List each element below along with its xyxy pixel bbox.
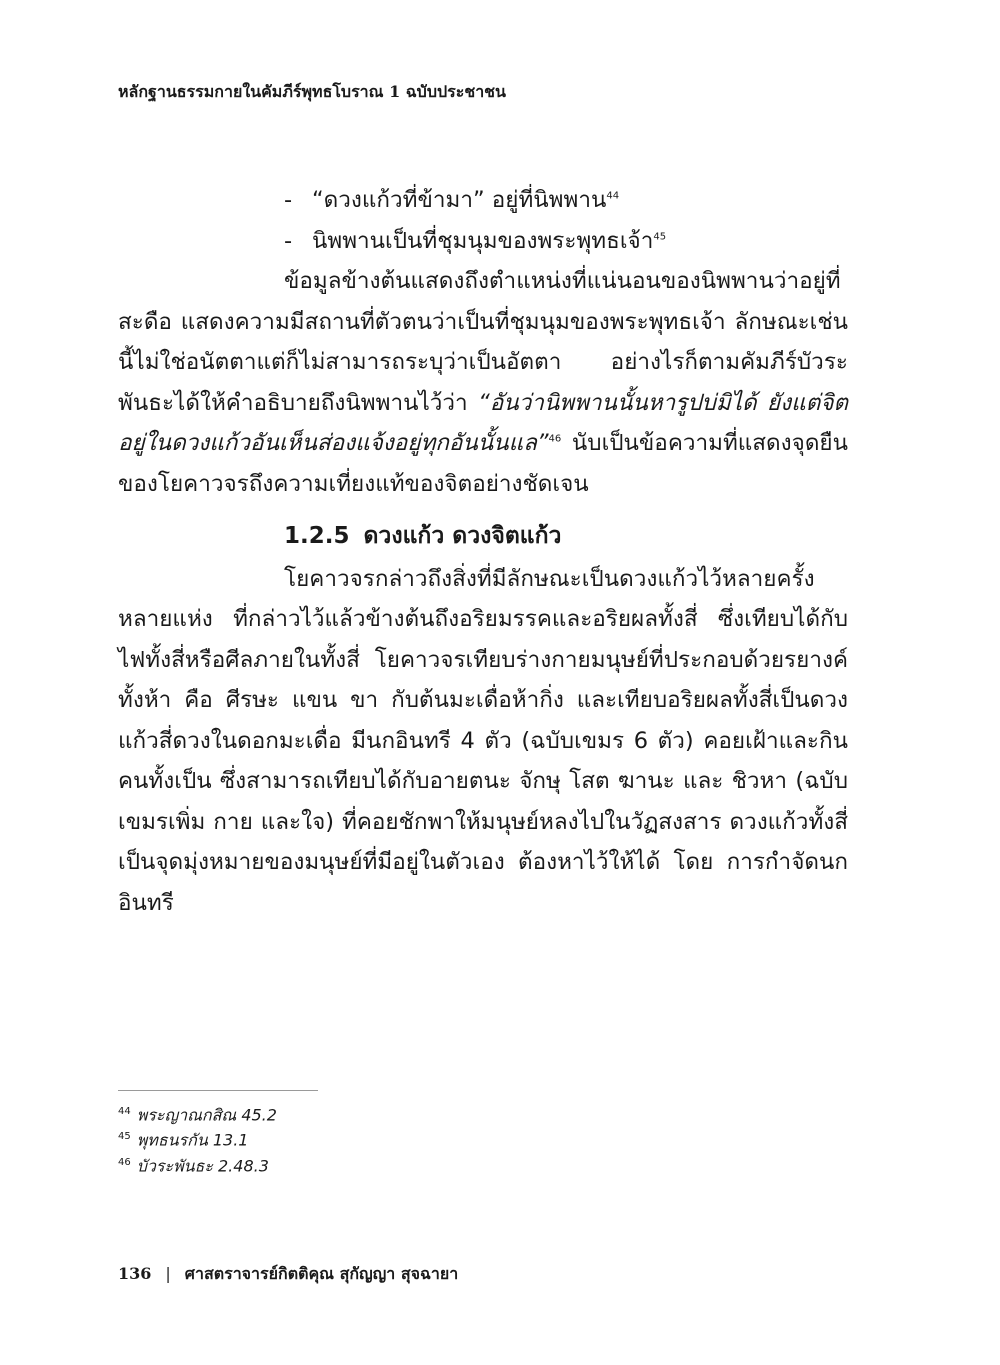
bullet-text: “ดวงแก้วที่ข้ามา” อยู่ที่นิพพาน — [312, 187, 607, 213]
author-name: ศาสตราจารย์กิตติคุณ สุกัญญา สุจฉายา — [184, 1264, 459, 1283]
running-title: หลักฐานธรรมกายในคัมภีร์พุทธโบราณ 1 ฉบับประชาชน — [118, 82, 506, 101]
section-title: ดวงแก้ว ดวงจิตแก้ว — [363, 523, 562, 549]
bullet-dash: - — [284, 227, 293, 254]
footnote-text: พระญาณกสิณ 45.2 — [136, 1105, 277, 1125]
paragraph-nibbana — [118, 261, 848, 504]
footnote-item — [118, 1152, 618, 1177]
paragraph-text: โยคาวจรกล่าวถึงสิ่งที่มีลักษณะเป็นดวงแก้วไว้หลายครั้งหลายแห่ง ที่กล่าวไว้แล้วข้างต้นถึงอริยมรรคและอริยผลทั้งสี่ ซึ่งเทียบได้กับไฟทั้งสี่หรือศีลภายในทั้งสี่ โยคาวจรเทียบร่างกายมนุษย์ที่ประกอบด้วยรยางค์ทั้งห้า คือ ศีรษะ แขน ขา กับต้นมะเดื่อห้ากิ่ง และเทียบอริยผลทั้งสี่เป็นดวงแก้วสี่ดวงในดอกมะเดื่อ มีนกอินทรี 4 ตัว (ฉบับเขมร 6 ตัว) คอยเฝ้าและกินคนทั้งเป็น ซึ่งสามารถเทียบได้กับอายตนะ จักษุ โสต ฆานะ และ ชิวหา (ฉบับเขมรเพิ่ม กาย และใจ) ที่คอยชักพาให้มนุษย์หลงไปในวัฏสงสาร ดวงแก้วทั้งสี่เป็นจุดมุ่งหมายของมนุษย์ที่มีอยู่ในตัวเอง ต้องหาไว้ให้ได้ โดย การกำจัดนกอินทรี — [118, 565, 848, 916]
paragraph-crystal-spheres — [118, 559, 848, 924]
running-header — [118, 80, 898, 104]
footnote-item — [118, 1101, 618, 1126]
page-number: 136 — [118, 1264, 152, 1283]
footnote-divider — [118, 1090, 318, 1091]
bullet-dash: - — [284, 187, 293, 213]
footnote-number: 44 — [118, 1106, 131, 1117]
main-body — [118, 180, 848, 923]
footnote-number: 45 — [118, 1131, 131, 1143]
footnote-text: บัวระพันธะ 2.48.3 — [136, 1155, 269, 1175]
footnote-ref[interactable]: 44 — [606, 190, 620, 202]
footnote-number: 46 — [118, 1156, 131, 1168]
section-number: 1.2.5 — [284, 523, 350, 549]
footnote-item — [118, 1126, 618, 1151]
footnote-ref[interactable]: 45 — [653, 231, 667, 242]
bullet-item — [118, 221, 848, 262]
paragraph-text: ข้อมูลข้างต้นแสดงถึงตำแหน่งที่แน่นอนของนิพพานว่าอยู่ที่สะดือ แสดงความมีสถานที่ตัวตนว่าเป็นที่ชุมนุมของพระพุทธเจ้า ลักษณะเช่นนี้ไม่ใช่อนัตตาแต่ก็ไม่สามารถระบุว่าเป็นอัตตา อย่างไรก็ตามคัมภีร์บัวระพันธะได้ให้คำอธิบายถึงนิพพานไว้ว่า — [118, 268, 848, 416]
paragraph-text: นับเป็นข้อความที่แสดงจุดยืนของโยคาวจรถึงความเที่ยงแท้ของจิตอย่างชัดเจน — [118, 430, 848, 497]
footnotes — [118, 1101, 618, 1177]
footer-separator: | — [165, 1264, 171, 1283]
footnote-text: พุทธนรกัน 13.1 — [136, 1130, 249, 1150]
scripture-quote: “อันว่านิพพานนั้นหารูปบ่มิได้ ยังแต่จิตอยู่ในดวงแก้วอันเห็นส่องแจ้งอยู่ทุกอันนั้นแล” — [118, 389, 849, 456]
bullet-item — [118, 180, 848, 221]
page-footer — [118, 1262, 818, 1287]
bullet-text: นิพพานเป็นที่ชุมนุมของพระพุทธเจ้า — [312, 227, 654, 254]
footnote-ref[interactable]: 46 — [548, 433, 562, 445]
section-heading — [118, 516, 848, 557]
